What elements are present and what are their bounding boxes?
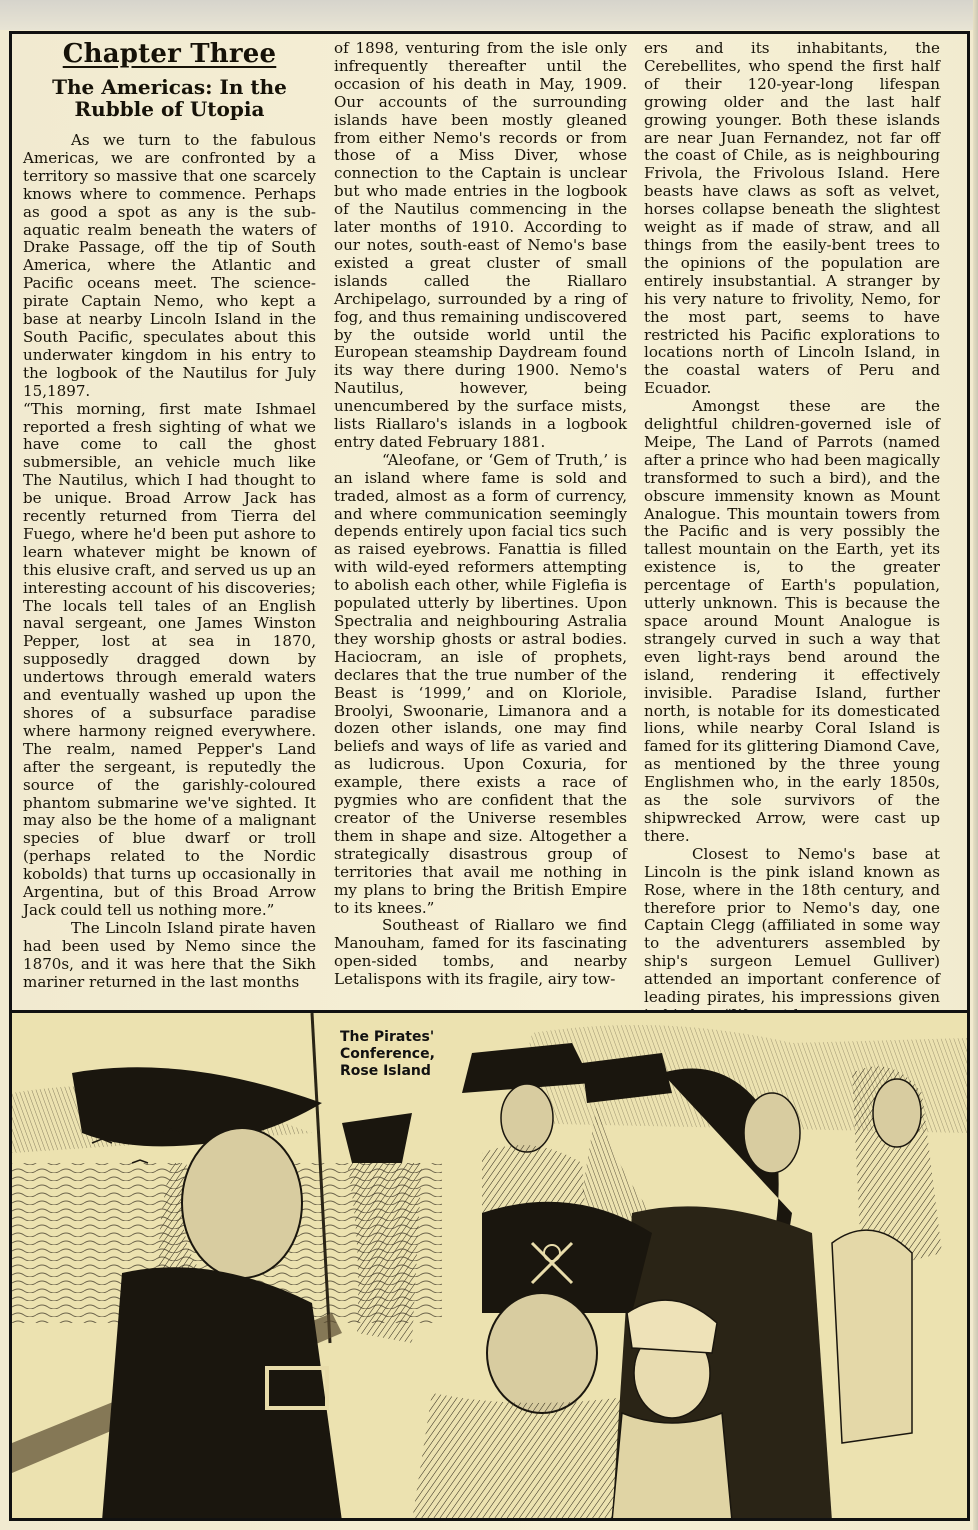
caption-line: Conference, <box>340 1046 435 1062</box>
paragraph: “Aleofane, or ‘Gem of Truth,’ is an island where fame is sold and traded, almost as a form of currency, and where communication seemingly depends entirely upon facial tics such as raised eyebrows. Fanattia is filled with wild-eyed reformers attempting to abolish each other, while Figlefia is populated utterly by libertines. Upon Spectralia and neighbouring Astralia they worship ghosts or astral bodies. Haciocram, an isle of prophets, declares that the true number of the Beast is ‘1999,’ and on Kloriole, Broolyi, Swoonarie, Limanora and a dozen other islands, one may find beliefs and ways of life as varied and as ludicrous. Upon Coxuria, for example, there exists a race of pygmies who are confident that the creator of the Universe resembles them in shape and size. Altogether a strategically disastrous group of territories that avail me nothing in my plans to bring the British Empire to its knees.” <box>334 450 627 917</box>
paragraph: Amongst these are the delightful children-governed isle of Meipe, The Land of Parrots (named after a prince who had been magically transformed to such a bird), and the obscure immensity known as Mount Analogue. This mountain towers from the Pacific and is very possibly the tallest mountain on the Earth, yet its existence is, to the greater percentage of Earth's population, utterly unknown. This is because the space around Mount Analogue is strangely curved in such a way that even light-rays bend around the island, rendering it effectively invisible. Paradise Island, further north, is notable for its domesticated lions, while nearby Coral Island is famed for its glittering Diamond Cave, as mentioned by the three young Englishmen who, in the early 1850s, as the sole survivors of the shipwrecked Arrow, were cast up there. <box>644 397 940 845</box>
pirates-conference-illustration <box>12 1010 967 1521</box>
illustration-caption <box>340 1029 435 1080</box>
paragraph: The Lincoln Island pirate haven had been used by Nemo since the 1870s, and it was here that the Sikh mariner returned in the last months <box>23 918 316 991</box>
paragraph: ers and its inhabitants, the Cerebellites, who spend the first half of their 120-year-long lifespan growing older and the last half growing younger. Both these islands are near Juan Fernandez, not far off the coast of Chile, as is neighbouring Frivola, the Frivolous Island. Here beasts have claws as soft as velvet, horses collapse beneath the slightest weight as if made of straw, and all things from the easily-bent trees to the opinions of the population are entirely insubstantial. A stranger by his very nature to frivolity, Nemo, for the most part, seems to have restricted his Pacific explorations to locations north of Lincoln Island, in the coastal waters of Peru and Ecuador. <box>644 39 940 398</box>
column-2 <box>334 40 627 989</box>
column-1 <box>23 40 316 992</box>
page-frame <box>9 31 970 1521</box>
illustration-drawing <box>12 1013 967 1521</box>
scan-right-edge <box>973 0 978 1530</box>
caption-line: Rose Island <box>340 1063 431 1079</box>
paragraph: Closest to Nemo's base at Lincoln is the pink island known as Rose, where in the 18th century, and therefore prior to Nemo's day, one Captain Clegg (affiliated in some way to the adventurers assembled by ship's surgeon Lemuel Gulliver) attended an important conference of leading pirates, his impressions given <box>644 844 940 1007</box>
paragraph: “This morning, first mate Ishmael reported a fresh sighting of what we have come to call the ghost submersible, an vehicle much like The Nautilus, which I had thought to be unique. Broad Arrow Jack has recently returned from Tierra del Fuego, where he'd been put ashore to learn whatever might be known of this elusive craft, and served us up an interesting account of his discoveries; The locals tell tales of an English naval sergeant, one James Winston Pepper, lost at sea in 1870, supposedly dragged down by undertows through emerald waters and eventually washed up upon the shores of a subsurface paradise where harmony reigned everywhere. The realm, named Pepper's Land after the sergeant, is reputedly the source of the garishly-coloured phantom submarine we've sighted. It may also be the home of a malignant species of blue dwarf or troll (perhaps related to the Nordic kobolds) that turns up occasionally in Argentina, but of this Broad Arrow Jack could tell us nothing more.” <box>23 399 316 919</box>
caption-line: The Pirates' <box>340 1029 435 1045</box>
chapter-title: Chapter Three <box>62 39 277 69</box>
column-3 <box>644 40 940 1025</box>
scan-top-margin <box>0 0 978 30</box>
paragraph: As we turn to the fabulous Americas, we are confronted by a territory so massive that one scarcely knows where to commence. Perhaps as good a spot as any is the sub-aquatic realm beneath the waters of Drake Passage, off the tip of South America, where the Atlantic and Pacific oceans meet. The science-pirate Captain Nemo, who kept a base at nearby Lincoln Island in the South Pacific, speculates about this underwater kingdom in his entry to the logbook of the Nautilus for July 15,1897. <box>23 131 316 400</box>
text-area <box>12 34 967 1009</box>
paragraph: of 1898, venturing from the isle only infrequently thereafter until the occasion of his death in May, 1909. Our accounts of the surrounding islands have been mostly gleaned from either Nemo's records or from those of a Miss Diver, whose connection to the Captain is unclear but who made entries in the logbook of the Nautilus commencing in the later months of 1910. According to our notes, south-east of Nemo's base existed a great cluster of small islands called the Riallaro Archipelago, surrounded by a ring of fog, and thus remaining undiscovered by the outside world until the European steamship Daydream found its way there during 1900. Nemo's Nautilus, however, being unencumbered by the surface mists, lists Riallaro's islands in a logbook entry dated February 1881. <box>334 39 627 451</box>
paragraph: Southeast of Riallaro we find Manouham, famed for its fascinating open-sided tombs, and nearby Letalispons with its fragile, airy tow- <box>334 916 627 989</box>
chapter-subtitle: The Americas: In the Rubble of Utopia <box>52 75 287 121</box>
